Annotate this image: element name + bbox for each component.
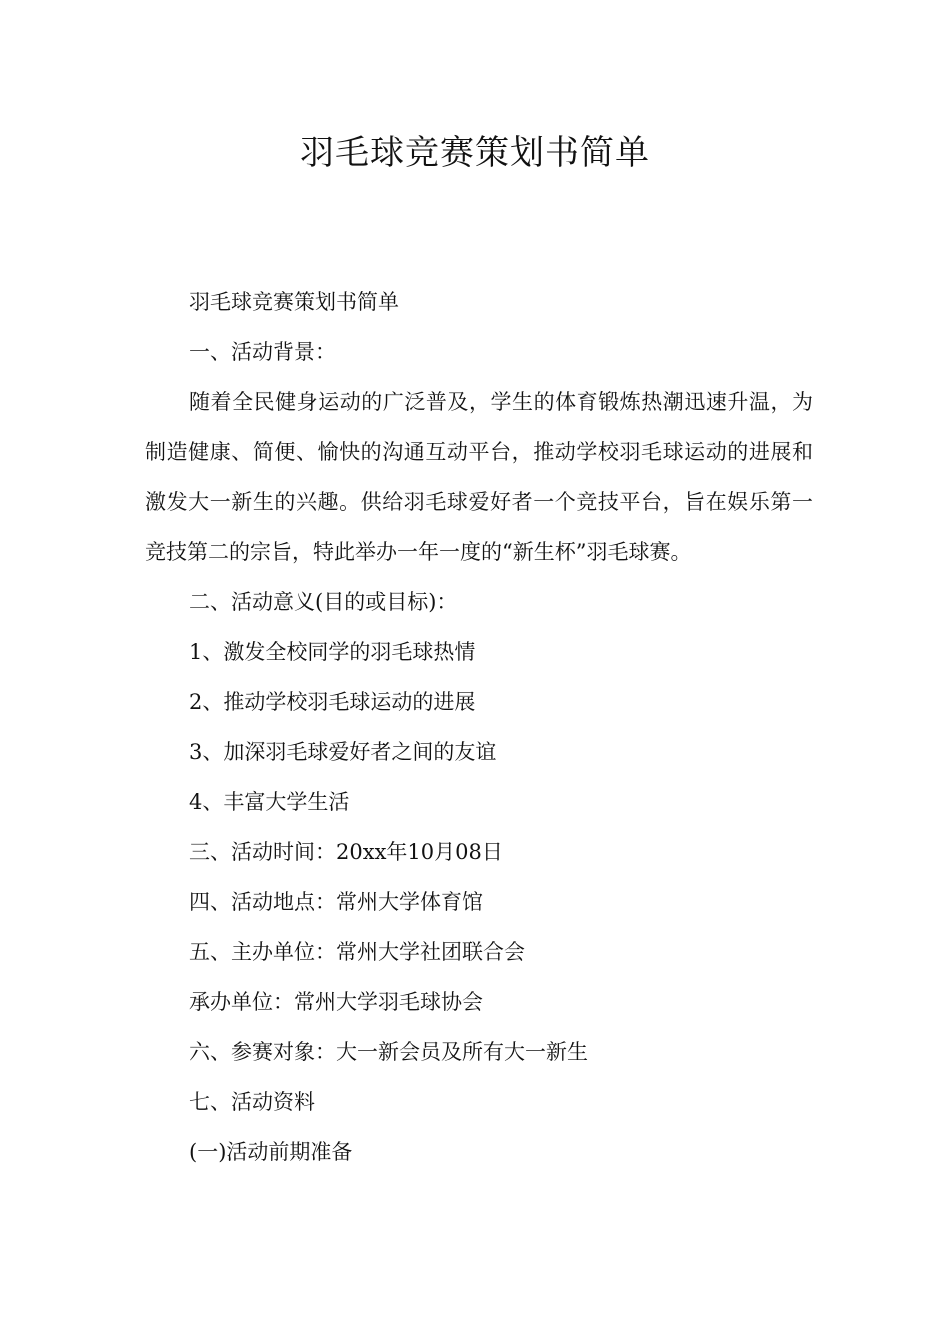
section-activity-location: 四、活动地点：常州大学体育馆 [189, 890, 483, 914]
section-organizer: 五、主办单位：常州大学社团联合会 [189, 940, 525, 964]
document-body [145, 277, 813, 1177]
section-activity-content: 七、活动资料 [189, 1090, 315, 1114]
paragraph-subtitle: 羽毛球竞赛策划书简单 [189, 290, 399, 314]
list-item-goal-3: 3、加深羽毛球爱好者之间的友谊 [189, 740, 497, 764]
section-activity-time: 三、活动时间：20xx年10月08日 [189, 840, 503, 864]
section-heading-significance: 二、活动意义(目的或目标)： [189, 590, 458, 614]
list-item-goal-4: 4、丰富大学生活 [189, 790, 350, 814]
section-heading-background: 一、活动背景： [189, 340, 336, 364]
subsection-preparation: (一)活动前期准备 [189, 1140, 353, 1164]
paragraph-background: 随着全民健身运动的广泛普及，学生的体育锻炼热潮迅速升温，为制造健康、简便、愉快的沟通互动平台，推动学校羽毛球运动的进展和激发大一新生的兴趣。供给羽毛球爱好者一个竞技平台，旨在娱乐第一竞技第二的宗旨，特此举办一年一度的“新生杯”羽毛球赛。 [145, 390, 813, 564]
list-item-goal-2: 2、推动学校羽毛球运动的进展 [189, 690, 476, 714]
list-item-goal-1: 1、激发全校同学的羽毛球热情 [189, 640, 476, 664]
document-title: 羽毛球竞赛策划书简单 [300, 133, 650, 173]
section-participants: 六、参赛对象：大一新会员及所有大一新生 [189, 1040, 588, 1064]
paragraph-co-organizer: 承办单位：常州大学羽毛球协会 [189, 990, 483, 1014]
